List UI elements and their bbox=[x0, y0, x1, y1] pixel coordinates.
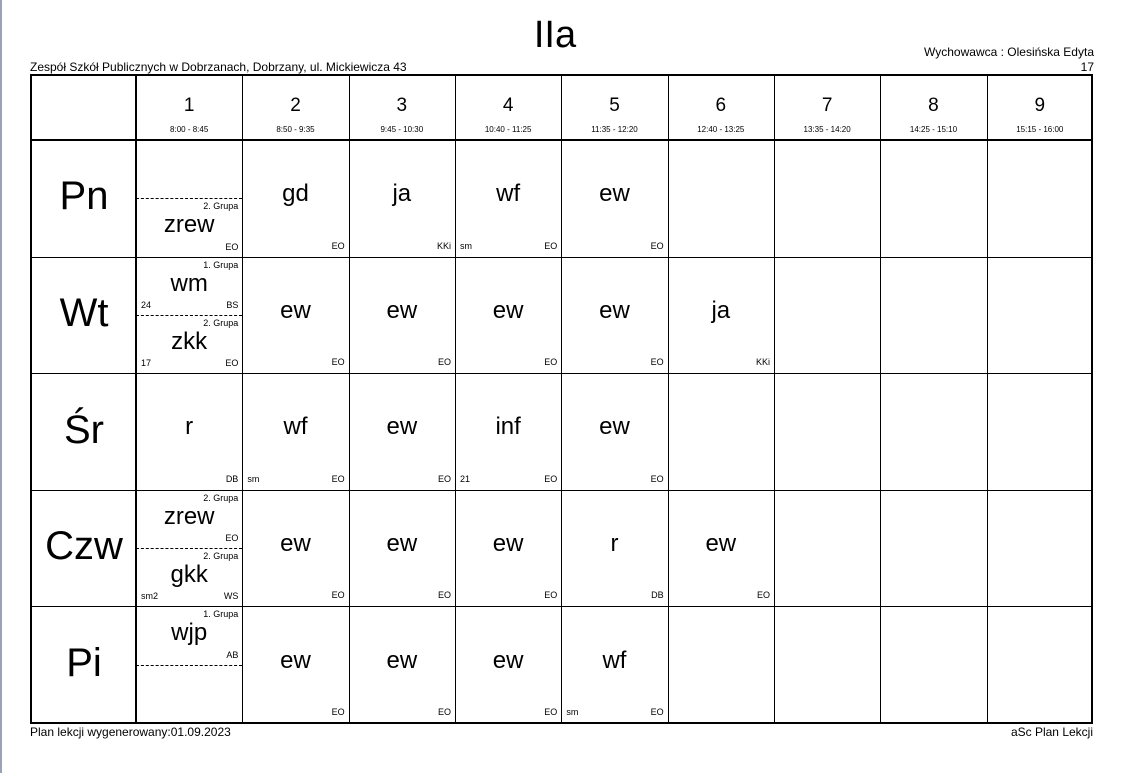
lesson-subject: r bbox=[610, 530, 619, 558]
period-number: 7 bbox=[821, 95, 833, 116]
lesson-subject: ew bbox=[705, 530, 737, 558]
group-separator bbox=[136, 548, 242, 549]
group-label: 2. Grupa bbox=[203, 492, 239, 503]
day-label: Pn bbox=[59, 174, 109, 219]
period-number: 1 bbox=[183, 95, 195, 116]
lesson-cell[interactable] bbox=[455, 606, 561, 723]
lesson-teacher: EO bbox=[331, 706, 345, 717]
lesson-subject: inf bbox=[495, 413, 521, 441]
lesson-subject: ja bbox=[392, 180, 412, 208]
lesson-subject: ew bbox=[386, 413, 418, 441]
period-time: 13:35 - 14:20 bbox=[803, 125, 851, 134]
period-time: 10:40 - 11:25 bbox=[484, 125, 532, 134]
window-edge bbox=[0, 0, 2, 773]
generated-date: Plan lekcji wygenerowany:01.09.2023 bbox=[30, 725, 231, 739]
lesson-subject: gkk bbox=[170, 561, 208, 589]
lesson-cell[interactable] bbox=[561, 373, 667, 490]
lesson-subject: wm bbox=[170, 269, 208, 297]
lesson-teacher: EO bbox=[437, 473, 451, 484]
period-time: 15:15 - 16:00 bbox=[1016, 125, 1064, 134]
lesson-cell[interactable] bbox=[136, 257, 242, 374]
group-label: 2. Grupa bbox=[203, 201, 239, 212]
lesson-cell[interactable] bbox=[455, 257, 561, 374]
lesson-teacher: EO bbox=[544, 590, 558, 601]
period-number: 8 bbox=[928, 95, 939, 116]
lesson-subject: ew bbox=[280, 530, 311, 558]
lesson-subject: ew bbox=[599, 180, 630, 208]
grid-column-line bbox=[668, 76, 669, 722]
lesson-cell[interactable] bbox=[455, 373, 561, 490]
lesson-subject: zkk bbox=[171, 327, 208, 355]
lesson-subject: ew bbox=[492, 646, 524, 674]
lesson-cell[interactable] bbox=[136, 373, 242, 490]
lesson-cell[interactable] bbox=[242, 257, 348, 374]
period-header bbox=[668, 76, 774, 140]
timetable-grid bbox=[30, 74, 1093, 724]
period-time: 12:40 - 13:25 bbox=[697, 125, 745, 134]
lesson-cell[interactable] bbox=[242, 606, 348, 723]
group-label: 1. Grupa bbox=[203, 609, 239, 620]
group-separator bbox=[136, 198, 242, 199]
day-label: Śr bbox=[64, 407, 104, 452]
period-number: 9 bbox=[1034, 95, 1046, 116]
lesson-room: sm bbox=[459, 240, 472, 251]
lesson-teacher: EO bbox=[650, 473, 664, 484]
day-label: Czw bbox=[45, 524, 123, 569]
day-label: Pi bbox=[66, 640, 102, 685]
lesson-room: 24 bbox=[141, 299, 152, 310]
lesson-cell[interactable] bbox=[561, 140, 667, 257]
lesson-teacher: DB bbox=[225, 473, 239, 484]
lesson-cell[interactable] bbox=[136, 606, 242, 723]
lesson-teacher: EO bbox=[331, 357, 345, 368]
lesson-cell[interactable] bbox=[561, 490, 667, 607]
day-label: Wt bbox=[59, 290, 109, 335]
lesson-teacher: KKi bbox=[755, 357, 770, 368]
grid-column-line bbox=[880, 76, 881, 722]
lesson-teacher: EO bbox=[544, 240, 558, 251]
grid-column-line bbox=[774, 76, 775, 722]
group-separator bbox=[136, 665, 242, 666]
lesson-subject: ew bbox=[280, 296, 311, 324]
period-number: 3 bbox=[396, 95, 408, 116]
lesson-cell[interactable] bbox=[349, 257, 455, 374]
lesson-teacher: EO bbox=[331, 240, 345, 251]
lesson-teacher: EO bbox=[756, 590, 770, 601]
lesson-subject: zrew bbox=[163, 502, 215, 530]
period-header bbox=[455, 76, 561, 140]
period-header bbox=[561, 76, 667, 140]
lesson-cell[interactable] bbox=[349, 140, 455, 257]
period-time: 8:00 - 8:45 bbox=[170, 125, 209, 134]
lesson-teacher: EO bbox=[544, 357, 558, 368]
lesson-room: sm2 bbox=[141, 591, 159, 602]
period-header bbox=[242, 76, 348, 140]
lesson-teacher: BS bbox=[226, 299, 239, 310]
period-time: 9:45 - 10:30 bbox=[380, 125, 424, 134]
period-time: 11:35 - 12:20 bbox=[591, 125, 638, 134]
group-separator bbox=[136, 315, 242, 316]
lesson-teacher: EO bbox=[331, 473, 345, 484]
lesson-subject: wf bbox=[602, 646, 627, 674]
lesson-cell[interactable] bbox=[561, 257, 667, 374]
lesson-cell[interactable] bbox=[349, 373, 455, 490]
lesson-cell[interactable] bbox=[242, 490, 348, 607]
lesson-teacher: EO bbox=[544, 706, 558, 717]
lesson-subject: ew bbox=[280, 646, 311, 674]
lesson-subject: zrew bbox=[163, 211, 215, 239]
lesson-cell[interactable] bbox=[136, 490, 242, 607]
period-header bbox=[880, 76, 986, 140]
lesson-subject: ew bbox=[386, 530, 418, 558]
lesson-teacher: WS bbox=[223, 591, 239, 602]
lesson-subject: ew bbox=[599, 413, 630, 441]
lesson-cell[interactable] bbox=[668, 257, 774, 374]
lesson-subject: r bbox=[185, 413, 194, 441]
lesson-subject: ja bbox=[711, 296, 731, 324]
homeroom-teacher: Wychowawca : Olesińska Edyta bbox=[924, 45, 1094, 59]
lesson-teacher: EO bbox=[544, 473, 558, 484]
lesson-teacher: AB bbox=[226, 649, 239, 660]
group-label: 1. Grupa bbox=[203, 259, 239, 270]
period-number: 5 bbox=[609, 95, 620, 116]
group-label: 2. Grupa bbox=[203, 551, 239, 562]
period-header bbox=[136, 76, 242, 140]
lesson-teacher: EO bbox=[650, 357, 664, 368]
period-number: 4 bbox=[502, 95, 514, 116]
lesson-subject: ew bbox=[492, 296, 524, 324]
lesson-room: sm bbox=[566, 706, 579, 717]
lesson-teacher: EO bbox=[225, 358, 239, 369]
lesson-cell[interactable] bbox=[455, 490, 561, 607]
lesson-subject: ew bbox=[599, 296, 630, 324]
lesson-room: 17 bbox=[141, 358, 152, 369]
lesson-cell[interactable] bbox=[349, 490, 455, 607]
software-credit: aSc Plan Lekcji bbox=[1010, 725, 1093, 739]
lesson-cell[interactable] bbox=[136, 140, 242, 257]
period-time: 8:50 - 9:35 bbox=[276, 125, 315, 134]
class-title: IIa bbox=[533, 14, 577, 56]
teacher-number: 17 bbox=[1080, 60, 1094, 74]
lesson-subject: gd bbox=[282, 180, 309, 208]
lesson-teacher: EO bbox=[225, 241, 239, 252]
lesson-room: 21 bbox=[459, 473, 470, 484]
lesson-teacher: EO bbox=[437, 590, 451, 601]
lesson-subject: ew bbox=[492, 530, 524, 558]
lesson-room: sm bbox=[247, 473, 260, 484]
lesson-teacher: EO bbox=[437, 706, 451, 717]
lesson-teacher: EO bbox=[650, 240, 664, 251]
lesson-subject: wjp bbox=[171, 619, 208, 647]
lesson-cell[interactable] bbox=[668, 490, 774, 607]
lesson-subject: ew bbox=[386, 646, 418, 674]
lesson-teacher: KKi bbox=[436, 240, 451, 251]
lesson-cell[interactable] bbox=[561, 606, 667, 723]
period-number: 6 bbox=[715, 95, 727, 116]
lesson-teacher: DB bbox=[651, 590, 664, 601]
lesson-teacher: EO bbox=[331, 590, 345, 601]
period-header bbox=[774, 76, 880, 140]
lesson-teacher: EO bbox=[650, 706, 664, 717]
period-number: 2 bbox=[290, 95, 301, 116]
lesson-cell[interactable] bbox=[242, 373, 348, 490]
period-header bbox=[349, 76, 455, 140]
lesson-cell[interactable] bbox=[242, 140, 348, 257]
period-time: 14:25 - 15:10 bbox=[909, 125, 958, 134]
lesson-cell[interactable] bbox=[455, 140, 561, 257]
lesson-subject: ew bbox=[386, 296, 418, 324]
lesson-teacher: EO bbox=[437, 357, 451, 368]
lesson-subject: wf bbox=[283, 413, 308, 441]
lesson-teacher: EO bbox=[225, 533, 239, 544]
school-name: Zespół Szkół Publicznych w Dobrzanach, Dobrzany, ul. Mickiewicza 43 bbox=[30, 60, 407, 74]
period-header bbox=[987, 76, 1093, 140]
lesson-subject: wf bbox=[496, 180, 521, 208]
group-label: 2. Grupa bbox=[203, 317, 239, 328]
grid-column-line bbox=[987, 76, 988, 722]
lesson-cell[interactable] bbox=[349, 606, 455, 723]
